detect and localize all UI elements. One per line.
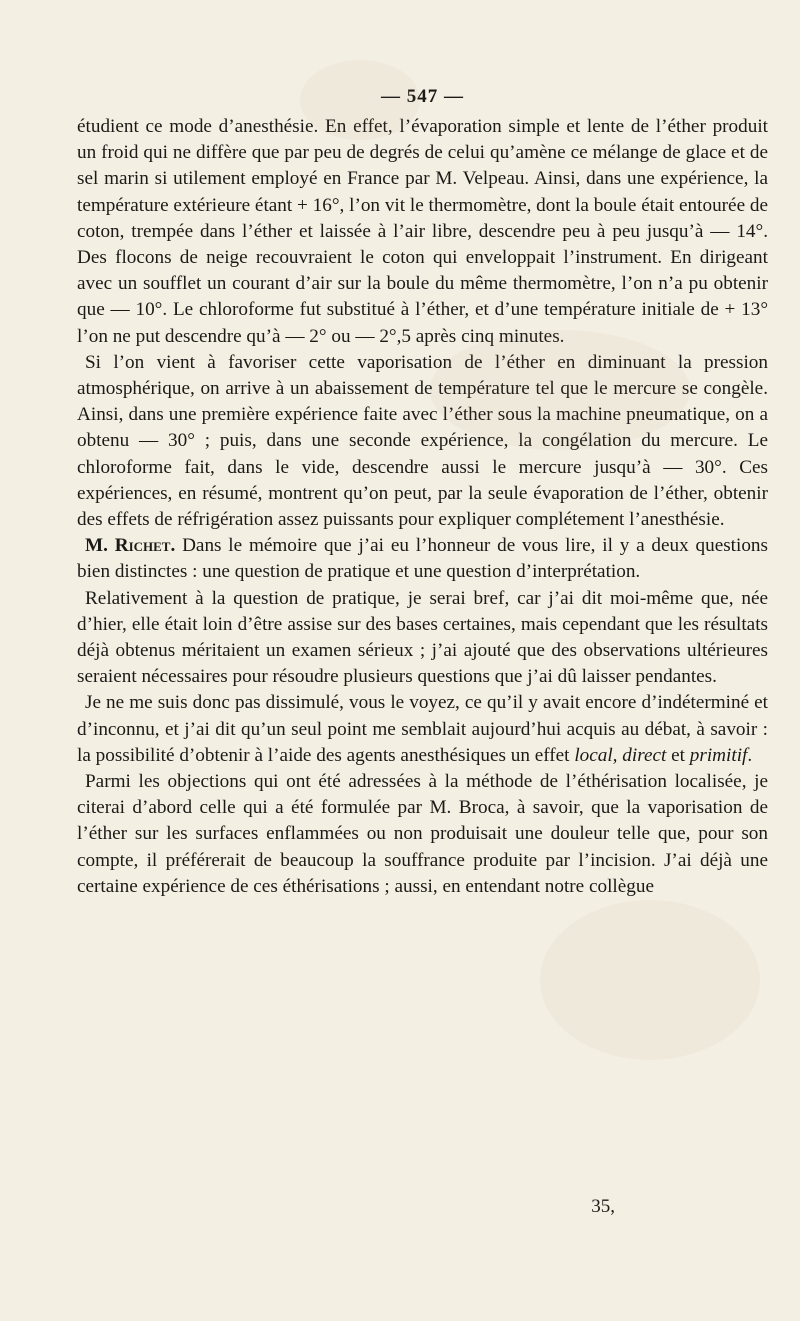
paragraph: étudient ce mode d’anesthésie. En effet, l’évaporation simple et lente de l’éther produit un froid qui ne diffère que par peu de degrés de celui qu’amène ce mélange de glace et de sel marin si utilement employé en France par M. Velpeau. Ainsi, dans une expérience, la température extérieure étant + 16°, l’on vit le thermomètre, dont la boule était entourée de coton, trempée dans l’éther et laissée à l’air libre, descendre peu à peu jusqu’à — 14°. Des flocons de neige recouvraient le coton qui enveloppait l’instrument. En dirigeant avec un soufflet un courant d’air sur la boule du même thermomètre, l’on n’a pu obtenir que — 10°. Le chloroforme fut substitué à l’éther, et d’une température initiale de + 13° l’on ne put descendre qu’à — 2° ou — 2°,5 après cinq minutes. [77,116,768,347]
paragraph: Si l’on vient à favoriser cette vaporisation de l’éther en diminuant la pression atmosphérique, on arrive à un abaissement de température tel que le mercure se congèle. Ainsi, dans une première expérience faite avec l’éther sous la machine pneumatique, on a obtenu — 30° ; puis, dans une seconde expérience, la congélation du mercure. Le chloroforme fait, dans le vide, descendre aussi le mercure jusqu’à — 30°. Ces expériences, en résumé, montrent qu’on peut, par la seule évaporation de l’éther, obtenir des effets de réfrigération assez puissants pour expliquer complétement l’anesthésie. [77,351,768,531]
paragraph-text: et [666,744,690,766]
paragraph: Relativement à la question de pratique, je serai bref, car j’ai dit moi-même que, née d’hier, elle était loin d’être assise sur des bases certaines, mais cependant que les résultats déjà obtenus méritaient un examen sérieux ; j’ai ajouté que des observations ultérieures seraient nécessaires pour résoudre plusieurs questions que j’ai dû laisser pendantes. [77,587,768,688]
paragraph-text: Dans le mémoire que j’ai eu l’honneur de vous lire, il y a deux questions bien distinctes : une question de pratique et une question d’interprétation. [77,535,768,583]
italic-text: primitif [689,744,748,766]
signature-mark: 35, [591,1196,615,1217]
paragraph [77,533,768,585]
paper-stain [540,900,760,1060]
page-number: — 547 — [381,86,464,107]
speaker-name: M. Richet. [85,535,176,557]
paragraph-text: . [747,744,753,766]
paragraph: Parmi les objections qui ont été adressées à la méthode de l’éthérisation localisée, je citerai d’abord celle qui a été formulée par M. Broca, à savoir, que la vaporisation de l’éther sur les surfaces enflammées ou non produisait une douleur telle que, pour son compte, il préférerait de beaucoup la souffrance produite par l’incision. J’ai déjà une certaine expérience de ces éthérisations ; aussi, en entendant notre collègue [77,771,768,897]
paragraph-text: Je ne me suis donc pas dissimulé, vous le voyez, ce qu’il y avait encore d’indéterminé et d’inconnu, et j’ai dit qu’un seul point me semblait aujourd’hui acquis au débat, à savoir : la possibilité d’obtenir à l’aide des agents anesthésiques un effet [77,692,768,766]
italic-text: local, direct [574,744,667,766]
paragraph [77,690,768,769]
body-text [77,114,768,900]
